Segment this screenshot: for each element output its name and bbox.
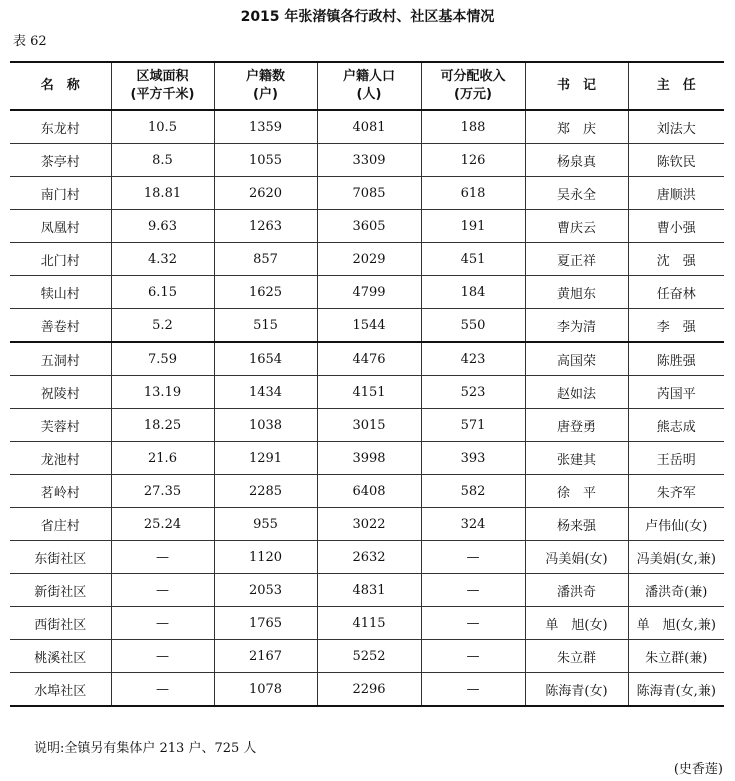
cell-income: 184 <box>421 276 525 309</box>
cell-secretary: 杨泉真 <box>525 144 628 177</box>
table-row <box>10 442 724 475</box>
cell-director: 曹小强 <box>628 210 724 243</box>
cell-population: 7085 <box>317 177 421 210</box>
cell-income: 126 <box>421 144 525 177</box>
cell-secretary: 李为清 <box>525 309 628 343</box>
cell-director: 单 旭(女,兼) <box>628 607 724 640</box>
table-row <box>10 541 724 574</box>
cell-director: 卢伟仙(女) <box>628 508 724 541</box>
cell-area: 6.15 <box>111 276 214 309</box>
cell-name: 五洞村 <box>10 342 111 376</box>
cell-area: — <box>111 673 214 707</box>
cell-income: — <box>421 607 525 640</box>
cell-secretary: 赵如法 <box>525 376 628 409</box>
cell-households: 2285 <box>214 475 317 508</box>
cell-households: 515 <box>214 309 317 343</box>
header-population: 户籍人口 (人) <box>317 62 421 110</box>
cell-population: 2296 <box>317 673 421 707</box>
footnote: 说明:全镇另有集体户 213 户、725 人 <box>34 741 257 756</box>
cell-area: — <box>111 541 214 574</box>
cell-name: 西街社区 <box>10 607 111 640</box>
cell-households: 1654 <box>214 342 317 376</box>
cell-population: 6408 <box>317 475 421 508</box>
table-row <box>10 640 724 673</box>
table-row <box>10 607 724 640</box>
cell-households: 857 <box>214 243 317 276</box>
cell-secretary: 夏正祥 <box>525 243 628 276</box>
table-row <box>10 110 724 144</box>
cell-income: — <box>421 673 525 707</box>
cell-income: — <box>421 640 525 673</box>
cell-households: 1434 <box>214 376 317 409</box>
cell-population: 4151 <box>317 376 421 409</box>
table-row <box>10 574 724 607</box>
table-row <box>10 144 724 177</box>
cell-population: 2632 <box>317 541 421 574</box>
cell-area: 13.19 <box>111 376 214 409</box>
header-secretary: 书 记 <box>525 62 628 110</box>
cell-population: 3022 <box>317 508 421 541</box>
table-row <box>10 342 724 376</box>
cell-director: 陈钦民 <box>628 144 724 177</box>
header-income: 可分配收入 (万元) <box>421 62 525 110</box>
cell-households: 2053 <box>214 574 317 607</box>
cell-households: 1359 <box>214 110 317 144</box>
cell-secretary: 高国荣 <box>525 342 628 376</box>
cell-population: 3309 <box>317 144 421 177</box>
table-row <box>10 409 724 442</box>
cell-population: 3605 <box>317 210 421 243</box>
cell-secretary: 郑 庆 <box>525 110 628 144</box>
cell-name: 南门村 <box>10 177 111 210</box>
cell-name: 东龙村 <box>10 110 111 144</box>
cell-director: 熊志成 <box>628 409 724 442</box>
cell-households: 955 <box>214 508 317 541</box>
cell-area: 4.32 <box>111 243 214 276</box>
cell-income: 191 <box>421 210 525 243</box>
cell-households: 1291 <box>214 442 317 475</box>
cell-secretary: 曹庆云 <box>525 210 628 243</box>
cell-households: 1038 <box>214 409 317 442</box>
cell-households: 1078 <box>214 673 317 707</box>
cell-name: 省庄村 <box>10 508 111 541</box>
table-row <box>10 276 724 309</box>
cell-secretary: 陈海青(女) <box>525 673 628 707</box>
cell-income: — <box>421 574 525 607</box>
table-number: 表 62 <box>13 34 47 49</box>
cell-director: 唐顺洪 <box>628 177 724 210</box>
cell-secretary: 单 旭(女) <box>525 607 628 640</box>
cell-secretary: 徐 平 <box>525 475 628 508</box>
header-row <box>10 62 724 110</box>
cell-households: 1055 <box>214 144 317 177</box>
cell-population: 4081 <box>317 110 421 144</box>
cell-area: 8.5 <box>111 144 214 177</box>
header-area: 区域面积 (平方千米) <box>111 62 214 110</box>
cell-population: 4799 <box>317 276 421 309</box>
cell-area: 18.25 <box>111 409 214 442</box>
cell-area: 9.63 <box>111 210 214 243</box>
cell-area: 7.59 <box>111 342 214 376</box>
table-row <box>10 508 724 541</box>
header-name: 名 称 <box>10 62 111 110</box>
table-row <box>10 210 724 243</box>
cell-area: 21.6 <box>111 442 214 475</box>
cell-name: 东街社区 <box>10 541 111 574</box>
cell-name: 茗岭村 <box>10 475 111 508</box>
cell-director: 芮国平 <box>628 376 724 409</box>
cell-secretary: 唐登勇 <box>525 409 628 442</box>
cell-director: 沈 强 <box>628 243 724 276</box>
cell-area: 25.24 <box>111 508 214 541</box>
cell-population: 4476 <box>317 342 421 376</box>
author-credit: (史香莲) <box>673 762 723 777</box>
cell-director: 朱齐军 <box>628 475 724 508</box>
table-row <box>10 376 724 409</box>
cell-name: 凤凰村 <box>10 210 111 243</box>
cell-income: 188 <box>421 110 525 144</box>
cell-secretary: 张建其 <box>525 442 628 475</box>
cell-secretary: 潘洪奇 <box>525 574 628 607</box>
cell-secretary: 杨来强 <box>525 508 628 541</box>
cell-director: 刘法大 <box>628 110 724 144</box>
cell-income: 523 <box>421 376 525 409</box>
cell-secretary: 吴永全 <box>525 177 628 210</box>
cell-director: 冯美娟(女,兼) <box>628 541 724 574</box>
cell-name: 芙蓉村 <box>10 409 111 442</box>
table-row <box>10 243 724 276</box>
table-body <box>10 110 724 706</box>
cell-area: — <box>111 640 214 673</box>
cell-name: 北门村 <box>10 243 111 276</box>
cell-name: 祝陵村 <box>10 376 111 409</box>
cell-households: 1625 <box>214 276 317 309</box>
cell-name: 茶亭村 <box>10 144 111 177</box>
cell-name: 犊山村 <box>10 276 111 309</box>
cell-director: 李 强 <box>628 309 724 343</box>
cell-population: 2029 <box>317 243 421 276</box>
cell-income: 451 <box>421 243 525 276</box>
data-table <box>10 61 724 707</box>
cell-population: 3998 <box>317 442 421 475</box>
cell-households: 1765 <box>214 607 317 640</box>
cell-population: 4115 <box>317 607 421 640</box>
cell-name: 桃溪社区 <box>10 640 111 673</box>
cell-income: 571 <box>421 409 525 442</box>
cell-income: 393 <box>421 442 525 475</box>
cell-population: 1544 <box>317 309 421 343</box>
cell-population: 5252 <box>317 640 421 673</box>
cell-director: 王岳明 <box>628 442 724 475</box>
cell-area: — <box>111 574 214 607</box>
table-row <box>10 475 724 508</box>
cell-secretary: 黄旭东 <box>525 276 628 309</box>
cell-name: 水埠社区 <box>10 673 111 707</box>
cell-income: — <box>421 541 525 574</box>
table-title: 2015 年张渚镇各行政村、社区基本情况 <box>240 9 495 25</box>
cell-secretary: 冯美娟(女) <box>525 541 628 574</box>
cell-income: 582 <box>421 475 525 508</box>
cell-director: 陈海青(女,兼) <box>628 673 724 707</box>
cell-director: 潘洪奇(兼) <box>628 574 724 607</box>
cell-households: 2167 <box>214 640 317 673</box>
table-row <box>10 309 724 343</box>
cell-name: 善卷村 <box>10 309 111 343</box>
cell-income: 618 <box>421 177 525 210</box>
cell-households: 1263 <box>214 210 317 243</box>
cell-area: 10.5 <box>111 110 214 144</box>
header-households: 户籍数 (户) <box>214 62 317 110</box>
cell-income: 550 <box>421 309 525 343</box>
cell-population: 3015 <box>317 409 421 442</box>
cell-area: 27.35 <box>111 475 214 508</box>
cell-households: 2620 <box>214 177 317 210</box>
cell-area: — <box>111 607 214 640</box>
table-row <box>10 673 724 707</box>
cell-area: 5.2 <box>111 309 214 343</box>
cell-director: 陈胜强 <box>628 342 724 376</box>
cell-income: 423 <box>421 342 525 376</box>
cell-director: 朱立群(兼) <box>628 640 724 673</box>
cell-name: 新街社区 <box>10 574 111 607</box>
cell-name: 龙池村 <box>10 442 111 475</box>
cell-income: 324 <box>421 508 525 541</box>
cell-households: 1120 <box>214 541 317 574</box>
cell-secretary: 朱立群 <box>525 640 628 673</box>
cell-population: 4831 <box>317 574 421 607</box>
header-director: 主 任 <box>628 62 724 110</box>
cell-director: 任奋林 <box>628 276 724 309</box>
cell-area: 18.81 <box>111 177 214 210</box>
table-row <box>10 177 724 210</box>
